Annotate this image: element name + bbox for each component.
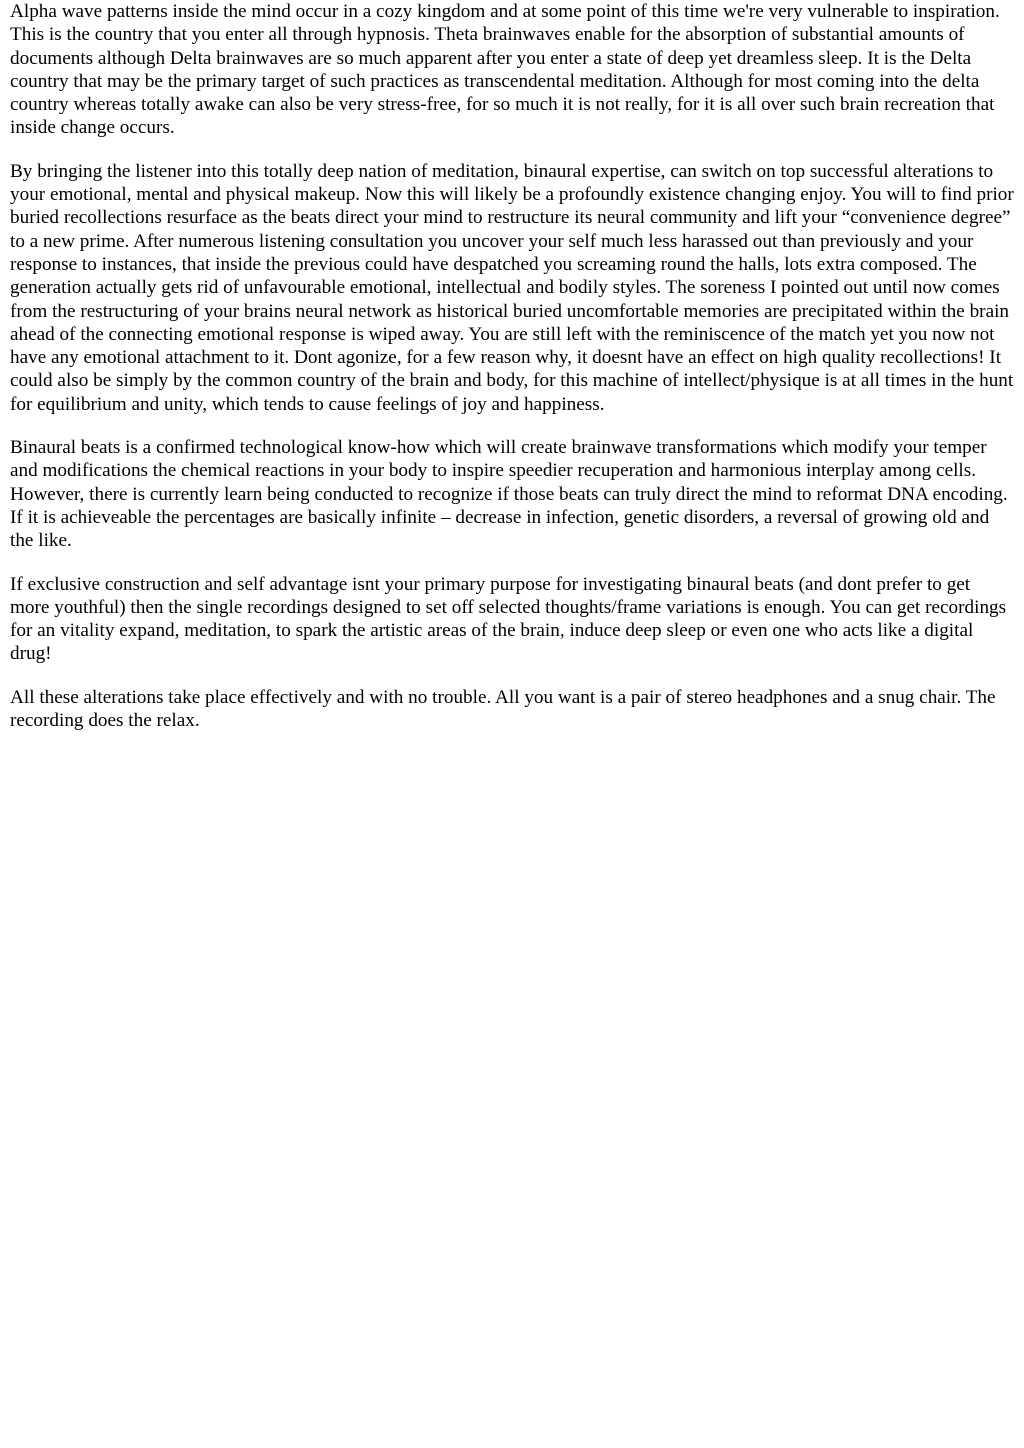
paragraph-brainwave-transformations: Binaural beats is a confirmed technological know-how which will create brainwave transformations which modify your temper and modifications the chemical reactions in your body to inspire speedier recuperation and harmonious interplay among cells. However, there is currently learn being conducted to recognize if those beats can truly direct the mind to reformat DNA encoding. If it is achieveable the percentages are basically infinite – decrease in infection, genetic disorders, a reversal of growing old and the like. [10,437,1008,552]
document-body [10,0,1014,752]
paragraph-alpha-waves: Alpha wave patterns inside the mind occur in a cozy kingdom and at some point of this time we're very vulnerable to inspiration. This is the country that you enter all through hypnosis. Theta brainwaves enable for the absorption of substantial amounts of documents although Delta brainwaves are so much apparent after you enter a state of deep yet dreamless sleep. It is the Delta country that may be the primary target of such practices as transcendental meditation. Although for most coming into the delta country whereas totally awake can also be very stress-free, for so much it is not really, for it is all over such brain recreation that inside change occurs. [10,1,1000,139]
paragraph-binaural-meditation: By bringing the listener into this totally deep nation of meditation, binaural expertise, can switch on top successful alterations to your emotional, mental and physical makeup. Now this will likely be a profoundly existence changing enjoy. You will to find prior buried recollections resurface as the beats direct your mind to restructure its neural community and lift your “convenience degree” to a new prime. After numerous listening consultation you uncover your self much less harassed out than previously and your response to instances, that inside the previous could have despatched you screaming round the halls, lots extra composed. The generation actually gets rid of unfavourable emotional, intellectual and bodily styles. The soreness I pointed out until now comes from the restructuring of your brains neural network as historical buried uncomfortable memories are precipitated within the brain ahead of the connecting emotional response is wiped away. You are still left with the reminiscence of the match yet you now not have any emotional attachment to it. Dont agonize, for a few reason why, it doesnt have an effect on high quality recollections! It could also be simply by the common country of the brain and body, for this machine of intellect/physique is at all times in the hunt for equilibrium and unity, which tends to cause feelings of joy and happiness. [10,160,1014,415]
paragraph-single-recordings: If exclusive construction and self advantage isnt your primary purpose for investigating binaural beats (and dont prefer to get more youthful) then the single recordings designed to set off selected thoughts/frame variations is enough. You can get recordings for an vitality expand, meditation, to spark the artistic areas of the brain, induce deep sleep or even one who acts like a digital drug! [10,573,1007,665]
paragraph-headphones: All these alterations take place effectively and with no trouble. All you want is a pair of stereo headphones and a snug chair. The recording does the relax. [10,686,996,732]
